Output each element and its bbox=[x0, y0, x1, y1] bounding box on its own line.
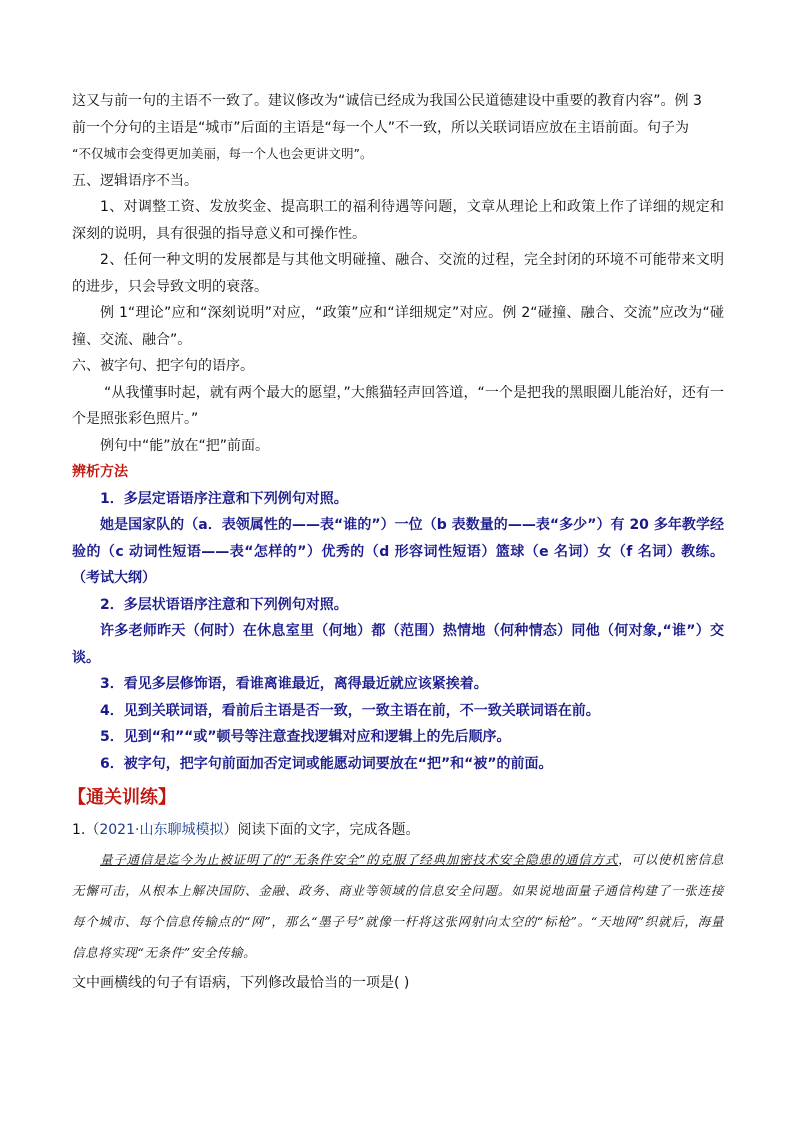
section-6-explanation: 例句中“能”放在“把”前面。 bbox=[100, 437, 270, 454]
reading-passage bbox=[72, 844, 724, 968]
question-1-intro bbox=[72, 817, 724, 844]
method-item-5: 5．见到“和”“或”顿号等注意查找逻辑对应和逻辑上的先后顺序。 bbox=[100, 729, 511, 745]
section-5-example-2: 2、任何一种文明的发展都是与其他文明碰撞、融合、交流的过程，完全封闭的环境不可能带来文明的进步，只会导致文明的衰落。 bbox=[72, 252, 724, 295]
method-item-3: 3．看见多层修饰语，看谁离谁最近，离得最近就应该紧挨着。 bbox=[100, 676, 488, 692]
training-header: 【通关训练】 bbox=[68, 787, 176, 808]
method-example-1: 她是国家队的（a．表领属性的——表“谁的”）一位（b 表数量的——表“多少”）有 20 多年教学经验的（c 动词性短语——表“怎样的”）优秀的（d 形容词性短语）篮球（e 名词）女（f 名词）教练。（考试大纲） bbox=[72, 517, 724, 586]
method-item-6: 6．被字句，把字句前面加否定词或能愿动词要放在“把”和“被”的前面。 bbox=[100, 755, 553, 772]
passage-text: ，可以使机密信息无懈可击，从根本上解决国防、金融、政务、商业等领域的信息安全问题。如果说地面量子通信构建了一张连接每个城市、每个信息传输点的“网”，那么“墨子号”就像一杆将这张网射向太空的“标枪”。“天地网”织就后，海量信息将实现“无条件”安全传输。 bbox=[72, 851, 724, 960]
intro-line-1: 这又与前一句的主语不一致了。建议修改为“诚信已经成为我国公民道德建设中重要的教育内容”。例 3 bbox=[72, 93, 702, 109]
section-6-example: “从我懂事时起，就有两个最大的愿望，”大熊猫轻声回答道，“一个是把我的黑眼圈儿能治好，还有一个是照张彩色照片。” bbox=[72, 384, 724, 427]
method-item-2: 2．多层状语语序注意和下列例句对照。 bbox=[100, 596, 348, 613]
section-5-example-1: 1、对调整工资、发放奖金、提高职工的福利待遇等问题，文章从理论上和政策上作了详细的规定和深刻的说明，具有很强的指导意义和可操作性。 bbox=[72, 199, 724, 242]
section-6-title: 六、被字句、把字句的语序。 bbox=[72, 358, 254, 374]
method-example-2: 许多老师昨天（何时）在休息室里（何地）都（范围）热情地（何种情态）同他（何对象,“谁”）交谈。 bbox=[72, 623, 724, 666]
question-1-instruction: ）阅读下面的文字，完成各题。 bbox=[223, 822, 420, 838]
method-title: 辨析方法 bbox=[72, 464, 128, 480]
method-item-4: 4．见到关联词语，看前后主语是否一致，一致主语在前，不一致关联词语在前。 bbox=[100, 702, 600, 719]
question-1-number: 1.（ bbox=[72, 822, 100, 838]
question-1-prompt: 文中画横线的句子有语病，下列修改最恰当的一项是( ) bbox=[72, 974, 410, 991]
intro-line-3: “不仅城市会变得更加美丽，每一个人也会更讲文明”。 bbox=[72, 146, 373, 161]
question-1-source: 2021·山东聊城模拟 bbox=[99, 822, 224, 838]
passage-underlined-sentence: 量子通信是迄今为止被证明了的“无条件安全”的克服了经典加密技术安全隐患的通信方式 bbox=[100, 851, 619, 867]
document-page bbox=[68, 88, 724, 996]
intro-line-2: 前一个分句的主语是“城市”后面的主语是“每一个人”不一致，所以关联词语应放在主语前面。句子为 bbox=[72, 119, 690, 136]
section-5-title: 五、逻辑语序不当。 bbox=[72, 172, 198, 189]
section-5-explanation: 例 1“理论”应和“深刻说明”对应，“政策”应和“详细规定”对应。例 2“碰撞、融合、交流”应改为“碰撞、交流、融合”。 bbox=[72, 305, 724, 348]
method-item-1: 1．多层定语语序注意和下列例句对照。 bbox=[100, 490, 348, 507]
